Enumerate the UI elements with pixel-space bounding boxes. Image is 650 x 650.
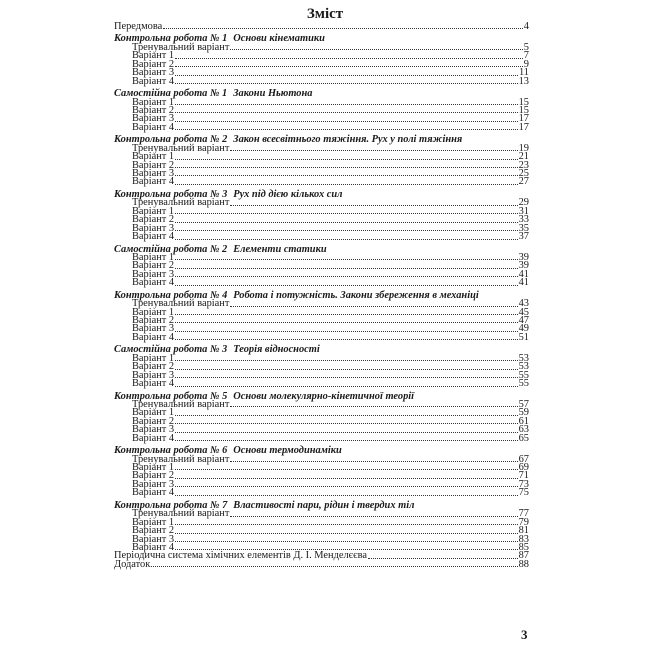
entry-page-number: 39: [518, 260, 529, 272]
entry-label: Варіант 3: [132, 533, 175, 545]
toc-top-entry: [114, 23, 529, 31]
section-topic: Основи кінематики: [233, 33, 325, 45]
toc-entry: [114, 222, 529, 234]
toc-entry: [114, 352, 529, 364]
entry-page-number: 77: [518, 508, 529, 520]
dot-leader: [175, 440, 517, 441]
entry-page-number: 67: [518, 453, 529, 465]
entry-page-number: 63: [518, 424, 529, 436]
entry-page-number: 15: [518, 96, 529, 108]
section-label: Самостійна робота № 1: [114, 88, 228, 100]
entry-label: Варіант 2: [132, 470, 175, 482]
entry-label: Періодична система хімічних елементів Д. І. Менделєєва: [114, 550, 367, 562]
dot-leader: [175, 184, 517, 185]
entry-label: Варіант 3: [132, 113, 175, 125]
dot-leader: [175, 423, 517, 424]
dot-leader: [175, 339, 517, 340]
toc-entry: [114, 75, 529, 87]
entry-label: Варіант 3: [132, 168, 175, 179]
toc-entry: [114, 153, 529, 161]
section-topic: Елементи статики: [233, 243, 327, 255]
toc-entry: [114, 178, 529, 186]
entry-label: Варіант 4: [132, 378, 175, 390]
entry-label: Варіант 2: [132, 315, 175, 326]
entry-label: Варіант 1: [132, 352, 175, 364]
entry-page-number: 73: [518, 478, 529, 490]
entry-label: Варіант 2: [132, 415, 175, 427]
entry-label: Варіант 4: [132, 277, 175, 289]
section-topic: Рух під дією кількох сил: [233, 188, 343, 200]
toc-entry: [114, 233, 529, 241]
entry-page-number: 53: [518, 361, 529, 373]
entry-label: Варіант 1: [132, 516, 175, 528]
section-topic: Основи молекулярно-кінетичної теорії: [233, 390, 415, 402]
entry-page-number: 9: [523, 58, 529, 70]
toc-entry: [114, 464, 529, 472]
dot-leader: [175, 533, 517, 534]
entry-page-number: 43: [518, 298, 529, 310]
entry-page-number: 17: [518, 121, 529, 133]
entry-label: Варіант 1: [132, 205, 175, 217]
toc-entry: [114, 533, 529, 545]
toc-entry: [114, 415, 529, 427]
entry-label: Варіант 1: [132, 407, 175, 419]
entry-label: Варіант 4: [132, 75, 175, 87]
dot-leader: [175, 83, 517, 84]
dot-leader: [175, 268, 517, 269]
toc-entry: [114, 69, 529, 77]
dot-leader: [175, 104, 517, 105]
section-label: Контрольна робота № 7: [114, 499, 228, 511]
dot-leader: [175, 495, 517, 496]
dot-leader: [175, 75, 518, 76]
entry-page-number: 57: [518, 398, 529, 410]
toc-entry: [114, 170, 529, 178]
entry-label: Варіант 1: [132, 50, 175, 62]
toc-section-heading: [114, 90, 529, 98]
entry-label: Варіант 1: [132, 96, 175, 108]
toc-section-heading: [114, 346, 529, 354]
entry-page-number: 17: [518, 113, 529, 125]
toc-top-entry: [114, 552, 529, 560]
entry-label: Варіант 4: [132, 487, 175, 499]
dot-leader: [368, 558, 518, 559]
dot-leader: [175, 369, 517, 370]
entry-page-number: 75: [518, 487, 529, 499]
toc-entry: [114, 268, 529, 280]
toc-entry: [114, 121, 529, 133]
entry-page-number: 51: [518, 331, 529, 343]
entry-label: Тренувальний варіант: [132, 197, 230, 209]
toc-entry: [114, 279, 529, 287]
entry-page-number: 47: [518, 315, 529, 326]
entry-label: Варіант 2: [132, 260, 175, 272]
dot-leader: [175, 213, 517, 214]
section-label: Контрольна робота № 3: [114, 188, 228, 200]
toc-entry: [114, 380, 529, 388]
dot-leader: [230, 150, 517, 151]
section-topic: Основи термодинаміки: [233, 445, 342, 457]
dot-leader: [175, 314, 517, 315]
entry-page-number: 25: [518, 168, 529, 179]
entry-page-number: 45: [518, 306, 529, 318]
toc-entry: [114, 472, 529, 480]
toc-entry: [114, 510, 529, 518]
section-topic: Закон всесвітнього тяжіння. Рух у полі тяжіння: [233, 134, 463, 146]
toc-entry: [114, 516, 529, 528]
section-label: Контрольна робота № 5: [114, 390, 228, 402]
dot-leader: [175, 331, 517, 332]
section-label: Самостійна робота № 3: [114, 344, 228, 356]
entry-page-number: 19: [518, 142, 529, 154]
entry-page-number: 69: [518, 462, 529, 473]
entry-page-number: 29: [518, 197, 529, 209]
dot-leader: [175, 478, 517, 479]
entry-label: Варіант 4: [132, 541, 175, 553]
toc-entry: [114, 409, 529, 417]
dot-leader: [230, 306, 517, 307]
entry-page-number: 49: [518, 323, 529, 335]
toc-entry: [114, 115, 529, 123]
entry-page-number: 81: [518, 525, 529, 537]
entry-label: Варіант 1: [132, 151, 175, 163]
entry-page-number: 11: [518, 67, 529, 79]
entry-page-number: 4: [523, 21, 529, 32]
dot-leader: [175, 175, 517, 176]
entry-label: Тренувальний варіант: [132, 508, 230, 520]
entry-label: Варіант 2: [132, 58, 175, 70]
toc-entry: [114, 159, 529, 171]
entry-page-number: 41: [518, 268, 529, 280]
entry-page-number: 61: [518, 415, 529, 427]
entry-label: Варіант 4: [132, 331, 175, 343]
toc-entry: [114, 300, 529, 308]
toc-entry: [114, 369, 529, 381]
entry-label: Варіант 3: [132, 268, 175, 280]
entry-label: Варіант 4: [132, 432, 175, 444]
entry-page-number: 27: [518, 176, 529, 188]
dot-leader: [175, 129, 517, 130]
entry-page-number: 55: [518, 369, 529, 381]
toc-entry: [114, 104, 529, 116]
dot-leader: [175, 239, 517, 240]
dot-leader: [163, 28, 523, 29]
section-topic: Властивості пари, рідин і твердих тіл: [233, 499, 415, 511]
entry-label: Тренувальний варіант: [132, 398, 230, 410]
entry-label: Варіант 1: [132, 462, 175, 473]
dot-leader: [175, 159, 517, 160]
entry-label: Варіант 2: [132, 214, 175, 226]
entry-page-number: 39: [518, 251, 529, 263]
dot-leader: [175, 386, 517, 387]
entry-label: Варіант 3: [132, 369, 175, 381]
dot-leader: [175, 167, 517, 168]
dot-leader: [175, 285, 517, 286]
entry-label: Варіант 3: [132, 222, 175, 234]
toc-entry: [114, 489, 529, 497]
toc-entry: [114, 251, 529, 263]
entry-label: Варіант 1: [132, 251, 175, 263]
entry-label: Тренувальний варіант: [132, 298, 230, 310]
dot-leader: [175, 58, 523, 59]
entry-page-number: 13: [518, 75, 529, 87]
entry-page-number: 87: [518, 550, 529, 562]
entry-label: Варіант 4: [132, 231, 175, 243]
toc-entry: [114, 199, 529, 207]
entry-label: Варіант 2: [132, 525, 175, 537]
entry-label: Тренувальний варіант: [132, 453, 230, 465]
toc-entry: [114, 96, 529, 108]
toc-entry: [114, 216, 529, 224]
dot-leader: [175, 121, 517, 122]
entry-page-number: 5: [523, 41, 529, 53]
entry-label: Варіант 3: [132, 323, 175, 335]
dot-leader: [175, 66, 523, 67]
entry-page-number: 37: [518, 231, 529, 243]
dot-leader: [175, 377, 517, 378]
toc-top-entry: [114, 558, 529, 570]
entry-page-number: 33: [518, 214, 529, 226]
entry-page-number: 65: [518, 432, 529, 444]
dot-leader: [230, 49, 522, 50]
entry-page-number: 88: [518, 558, 529, 570]
dot-leader: [175, 360, 517, 361]
entry-page-number: 35: [518, 222, 529, 234]
toc-entry: [114, 205, 529, 217]
dot-leader: [175, 469, 517, 470]
entry-label: Тренувальний варіант: [132, 41, 230, 53]
entry-page-number: 85: [518, 541, 529, 553]
entry-page-number: 7: [523, 50, 529, 62]
toc-entry: [114, 306, 529, 318]
dot-leader: [175, 486, 517, 487]
dot-leader: [175, 276, 517, 277]
toc-entry: [114, 262, 529, 270]
entry-page-number: 71: [518, 470, 529, 482]
toc-entry: [114, 325, 529, 333]
entry-label: Варіант 3: [132, 67, 175, 79]
section-label: Самостійна робота № 2: [114, 243, 228, 255]
section-label: Контрольна робота № 6: [114, 445, 228, 457]
page-number: 3: [521, 627, 528, 642]
dot-leader: [230, 205, 517, 206]
section-topic: Робота і потужність. Закони збереження в механіці: [233, 289, 479, 301]
section-topic: Теорія відносності: [233, 344, 320, 356]
toc-entry: [114, 432, 529, 444]
toc-section-heading: [114, 243, 529, 255]
toc-entry: [114, 52, 529, 60]
entry-label: Варіант 3: [132, 424, 175, 436]
entry-page-number: 23: [518, 159, 529, 171]
entry-label: Додаток: [114, 558, 151, 570]
toc-entry: [114, 478, 529, 490]
entry-page-number: 41: [518, 277, 529, 289]
dot-leader: [175, 541, 517, 542]
dot-leader: [151, 566, 517, 567]
entry-page-number: 31: [518, 205, 529, 217]
entry-label: Варіант 2: [132, 159, 175, 171]
toc-entry: [114, 527, 529, 535]
toc-entry: [114, 317, 529, 325]
entry-label: Варіант 4: [132, 176, 175, 188]
entry-page-number: 21: [518, 151, 529, 163]
dot-leader: [230, 406, 517, 407]
toc-entry: [114, 426, 529, 434]
dot-leader: [230, 461, 517, 462]
entry-page-number: 55: [518, 378, 529, 390]
table-of-contents: [114, 23, 529, 569]
entry-page-number: 83: [518, 533, 529, 545]
toc-entry: [114, 453, 529, 465]
entry-label: Варіант 3: [132, 478, 175, 490]
toc-entry: [114, 41, 529, 53]
entry-label: Передмова: [114, 21, 163, 32]
section-label: Контрольна робота № 2: [114, 134, 228, 146]
dot-leader: [230, 516, 517, 517]
dot-leader: [175, 112, 517, 113]
entry-label: Варіант 4: [132, 121, 175, 133]
entry-label: Варіант 2: [132, 361, 175, 373]
dot-leader: [175, 259, 517, 260]
dot-leader: [175, 230, 517, 231]
dot-leader: [175, 322, 517, 323]
entry-page-number: 59: [518, 407, 529, 419]
entry-page-number: 53: [518, 352, 529, 364]
toc-entry: [114, 58, 529, 70]
dot-leader: [175, 415, 517, 416]
dot-leader: [175, 524, 517, 525]
entry-label: Тренувальний варіант: [132, 142, 230, 154]
section-label: Контрольна робота № 4: [114, 289, 228, 301]
toc-entry: [114, 331, 529, 343]
entry-page-number: 15: [518, 104, 529, 116]
section-topic: Закони Ньютона: [233, 88, 313, 100]
entry-label: Варіант 1: [132, 306, 175, 318]
section-label: Контрольна робота № 1: [114, 33, 228, 45]
entry-page-number: 79: [518, 516, 529, 528]
toc-entry: [114, 398, 529, 410]
toc-entry: [114, 363, 529, 371]
dot-leader: [175, 432, 517, 433]
entry-label: Варіант 2: [132, 104, 175, 116]
toc-entry: [114, 142, 529, 154]
dot-leader: [175, 222, 517, 223]
page-title: Зміст: [306, 6, 344, 22]
